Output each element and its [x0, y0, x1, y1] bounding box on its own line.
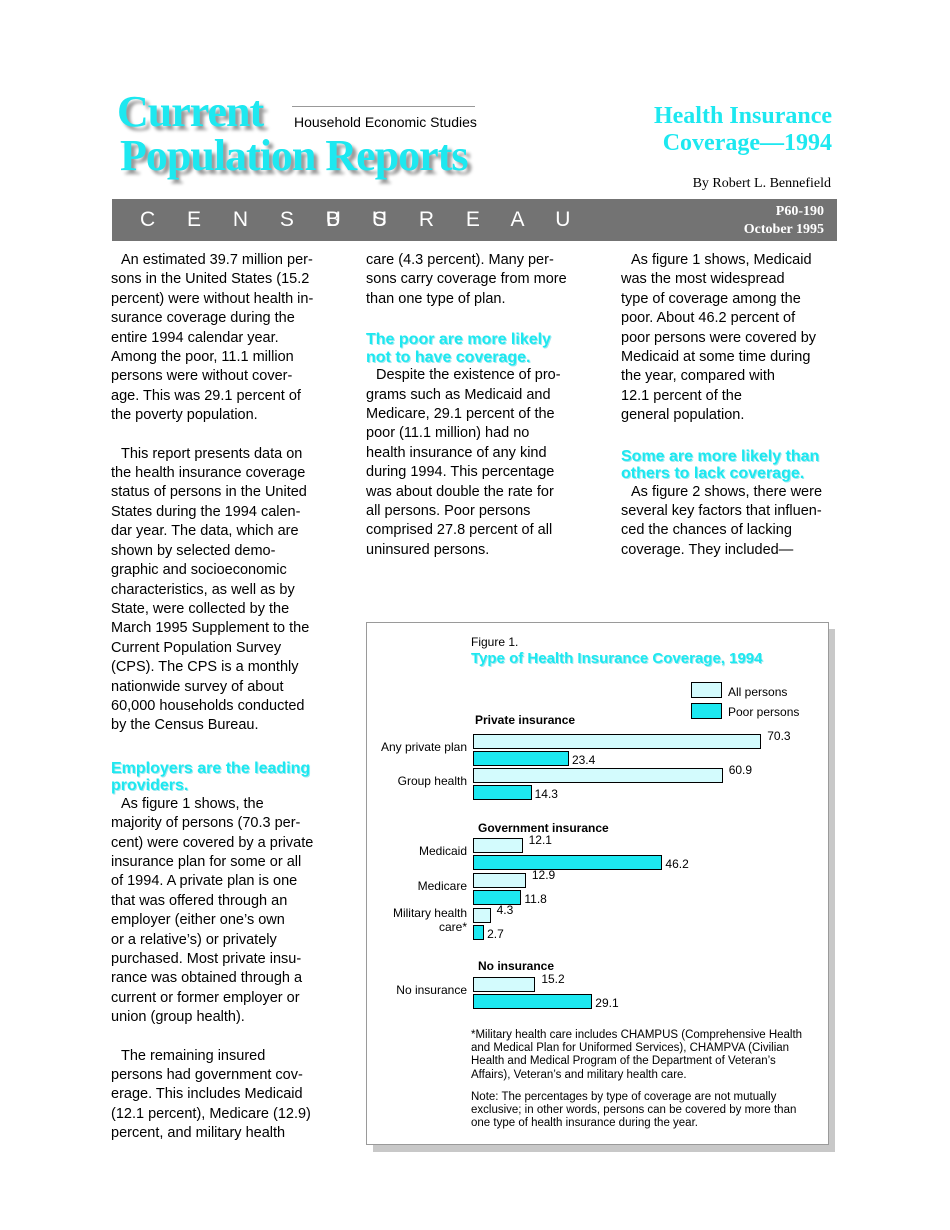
text-line: States during the 1994 calen- [111, 503, 301, 520]
heading-line: others to lack coverage. [621, 465, 805, 483]
col1-paragraph-3 [111, 795, 336, 1028]
value-label: 46.2 [665, 857, 689, 871]
text-line: dar year. The data, which are [111, 523, 299, 540]
text-line: nationwide survey of about [111, 678, 284, 695]
text-line: As figure 1 shows, Medicaid [631, 252, 812, 268]
value-label: 2.7 [487, 927, 504, 941]
text-line: Medicaid at some time during [621, 349, 811, 366]
col1-paragraph-2 [111, 445, 336, 736]
text-line: cent) were covered by a private [111, 834, 314, 851]
value-label: 70.3 [767, 729, 791, 743]
text-line: majority of persons (70.3 per- [111, 815, 301, 832]
heading-line: Some are more likely than [621, 447, 820, 465]
text-line: 12.1 percent of the [621, 387, 742, 404]
text-line: of 1994. A private plan is one [111, 873, 298, 890]
text-line: purchased. Most private insu- [111, 951, 302, 967]
category-label: Medicare [417, 879, 467, 893]
heading-line: Employers are the leading [111, 759, 311, 777]
text-line: As figure 1 shows, the [121, 795, 264, 812]
value-label: 60.9 [728, 763, 753, 777]
text-line: This report presents data on [121, 445, 303, 462]
bar-all-persons [473, 977, 535, 992]
text-line: the health insurance coverage [111, 465, 306, 482]
text-line: during 1994. This percentage [366, 464, 555, 481]
census-bureau-banner [112, 199, 837, 241]
text-line: current or former employer or [111, 989, 300, 1006]
bar-poor-persons [473, 785, 532, 800]
bar-poor-persons [473, 994, 592, 1009]
text-line: insurance plan for some or all [111, 853, 302, 870]
report-title-line2: Coverage—1994 [662, 130, 832, 156]
value-label: 12.1 [528, 833, 552, 847]
text-line: ced the chances of lacking [621, 522, 792, 539]
figure-1 [366, 622, 829, 1145]
text-line: was the most widespread [621, 271, 785, 288]
text-line: State, were collected by the [111, 600, 290, 617]
author-byline: By Robert L. Bennefield [692, 176, 831, 191]
figure-label: Figure 1. [471, 635, 519, 649]
category-label: Any private plan [380, 740, 467, 754]
masthead-title-population-reports: Population Reports [120, 131, 468, 180]
bar-poor-persons [473, 751, 569, 766]
value-label: 15.2 [541, 972, 565, 986]
text-line: that was offered through an [111, 892, 288, 909]
col2-paragraph-2 [366, 366, 591, 560]
col3-section-heading [621, 448, 846, 483]
text-line: characteristics, as well as by [111, 581, 295, 598]
text-line: Despite the existence of pro- [376, 367, 561, 384]
value-label: 4.3 [496, 903, 514, 917]
report-date: October 1995 [743, 222, 824, 237]
value-label: 12.9 [531, 868, 556, 882]
text-line: Among the poor, 11.1 million [111, 349, 294, 366]
series-rule [292, 106, 475, 107]
text-line: persons had government cov- [111, 1067, 303, 1084]
text-line: The remaining insured [121, 1047, 266, 1064]
report-number: P60-190 [775, 204, 824, 219]
text-line: poor persons were covered by [621, 329, 817, 346]
text-line: An estimated 39.7 million per- [121, 252, 313, 268]
col1-section-heading [111, 760, 336, 795]
masthead-title-current: Current [117, 87, 264, 136]
text-line: sons carry coverage from more [366, 271, 567, 288]
text-line: As figure 2 shows, there were [631, 483, 823, 500]
category-label: Military health care* [392, 906, 467, 934]
text-line: grams such as Medicaid and [366, 386, 551, 403]
text-line: comprised 27.8 percent of all [366, 522, 553, 539]
text-line: or a relative’s) or privately [111, 931, 277, 948]
text-line: care (4.3 percent). Many per- [366, 252, 554, 268]
text-line: status of persons in the United [111, 484, 307, 501]
heading-line: The poor are more likely [366, 331, 551, 349]
text-line: type of coverage among the [621, 290, 801, 307]
text-line: (12.1 percent), Medicare (12.9) [111, 1105, 311, 1122]
col2-paragraph-1 [366, 251, 591, 309]
text-line: employer (either one’s own [111, 912, 285, 929]
bar-all-persons [473, 873, 526, 888]
value-label: 14.3 [534, 787, 558, 801]
text-line: than one type of plan. [366, 290, 506, 307]
col3-paragraph-1 [621, 251, 846, 426]
text-line: persons were without cover- [111, 368, 293, 385]
text-line: Current Population Survey [111, 639, 282, 656]
category-label: Medicaid [418, 844, 467, 858]
text-line: was about double the rate for [366, 483, 554, 500]
text-line: age. This was 29.1 percent of [111, 387, 301, 404]
text-line: graphic and socioeconomic [111, 562, 287, 579]
col1-paragraph-4 [111, 1047, 336, 1144]
series-name: Household Economic Studies [294, 114, 477, 130]
text-line: 60,000 households conducted [111, 697, 305, 714]
figure-title: Type of Health Insurance Coverage, 1994 [471, 650, 763, 667]
column-2 [366, 251, 591, 560]
bar-all-persons [473, 908, 491, 923]
text-line: uninsured persons. [366, 541, 490, 558]
bar-poor-persons [473, 925, 484, 940]
text-line: surance coverage during the [111, 310, 295, 327]
value-label: 29.1 [595, 996, 619, 1010]
text-line: the poverty population. [111, 407, 258, 424]
text-line: erage. This includes Medicaid [111, 1086, 303, 1103]
category-label: Group health [397, 774, 467, 788]
heading-line: providers. [111, 777, 189, 795]
col2-section-heading [366, 331, 591, 366]
text-line: general population. [621, 407, 745, 424]
figure-note: Note: The percentages by type of coverage are not mutually exclusive; in other words, persons can be covered by more than one type of health insurance during the year. [471, 1091, 797, 1130]
text-line: several key factors that influen- [621, 503, 822, 520]
text-line: Medicare, 29.1 percent of the [366, 406, 555, 423]
section-label: Private insurance [475, 713, 576, 727]
text-line: (CPS). The CPS is a monthly [111, 659, 299, 676]
text-line: the year, compared with [621, 368, 775, 385]
text-line: percent) were without health in- [111, 290, 314, 307]
category-label: No insurance [396, 983, 467, 997]
report-title-line1: Health Insurance [653, 103, 832, 129]
legend-label-all-persons: All persons [728, 685, 788, 699]
text-line: percent, and military health [111, 1125, 286, 1142]
col3-paragraph-2 [621, 483, 846, 561]
banner-census: C E N S U S [140, 208, 400, 231]
bar-all-persons [473, 768, 723, 783]
column-1 [111, 251, 336, 1144]
bar-all-persons [473, 838, 523, 853]
value-label: 23.4 [571, 753, 596, 767]
text-line: by the Census Bureau. [111, 717, 259, 734]
text-line: poor. About 46.2 percent of [621, 310, 796, 327]
text-line: March 1995 Supplement to the [111, 620, 310, 637]
figure-footnote: *Military health care includes CHAMPUS (Comprehensive Health and Medical Plan for Uniformed Services), CHAMPVA (Civilian Health and Medical Program of the Department of Veteran’s Affairs), Veteran’s and military health care. [471, 1029, 803, 1081]
bar-poor-persons [473, 855, 662, 870]
text-line: health insurance of any kind [366, 444, 547, 461]
section-label: Government insurance [478, 821, 609, 835]
banner-bureau: B U R E A U [326, 208, 584, 231]
legend-label-poor-persons: Poor persons [728, 705, 800, 719]
text-line: poor (11.1 million) had no [366, 425, 530, 442]
heading-line: not to have coverage. [366, 348, 531, 366]
text-line: all persons. Poor persons [366, 503, 531, 520]
value-label: 11.8 [524, 892, 547, 906]
text-line: rance was obtained through a [111, 970, 303, 987]
text-line: union (group health). [111, 1009, 245, 1026]
bar-all-persons [473, 734, 761, 749]
text-line: shown by selected demo- [111, 542, 276, 559]
section-label: No insurance [478, 959, 555, 973]
text-line: coverage. They included— [621, 541, 794, 558]
text-line: sons in the United States (15.2 [111, 271, 310, 288]
column-3 [621, 251, 846, 560]
text-line: entire 1994 calendar year. [111, 329, 279, 346]
col1-paragraph-1 [111, 251, 336, 426]
bar-chart [367, 623, 828, 1023]
